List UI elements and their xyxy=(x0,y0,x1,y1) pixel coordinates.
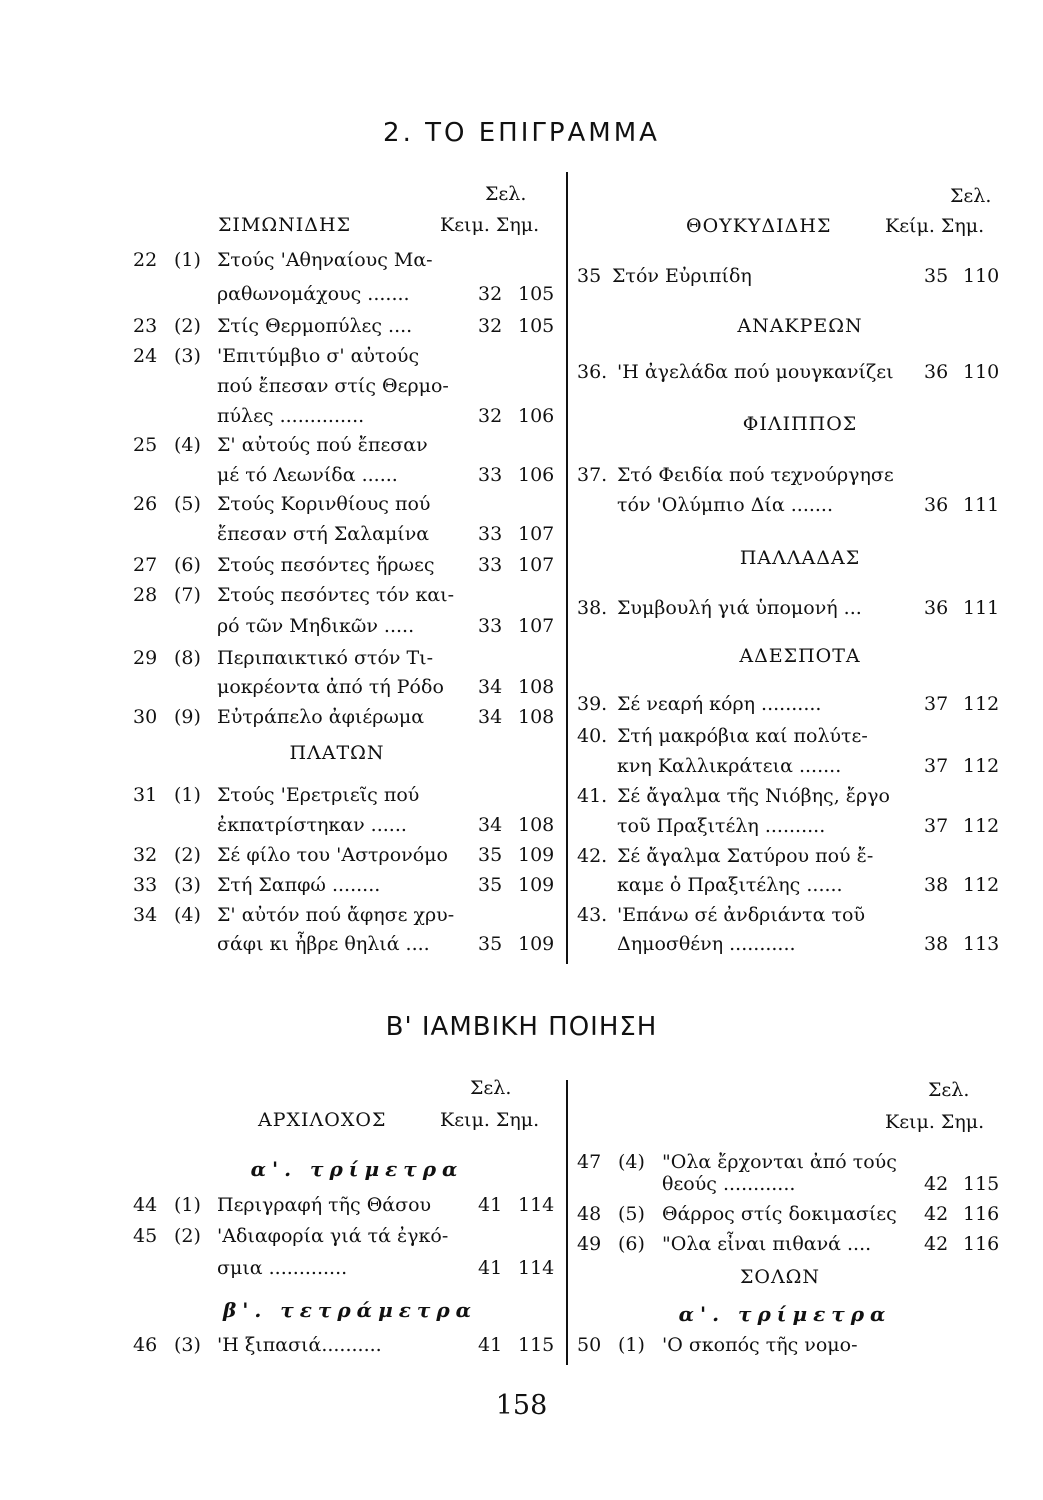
entry-number: 50 xyxy=(577,1334,602,1356)
note-page: 105 xyxy=(518,283,555,305)
text-page: 36 xyxy=(924,597,949,619)
entry-index: (7) xyxy=(174,584,201,606)
note-page: 111 xyxy=(963,597,1000,619)
note-page: 105 xyxy=(518,315,555,337)
entry-title: Εὐτράπελο ἀφιέρωμα xyxy=(217,706,425,728)
entry-title: ἐκπατρίστηκαν ...... xyxy=(217,814,407,836)
entry-title: Στόν Εὐριπίδη xyxy=(612,265,752,287)
note-page: 112 xyxy=(963,874,1000,896)
entry-number: 37. xyxy=(577,464,608,486)
entry-number: 48 xyxy=(577,1203,602,1225)
entry-title: σμια ............. xyxy=(217,1257,348,1279)
entry-number: 31 xyxy=(133,784,158,806)
text-page: 38 xyxy=(924,933,949,955)
columns-label: Κειμ. Σημ. xyxy=(440,214,540,236)
entry-index: (1) xyxy=(174,249,201,271)
note-page: 113 xyxy=(963,933,1000,955)
entry-number: 28 xyxy=(133,584,158,606)
entry-title: Στό Φειδία πού τεχνούργησε xyxy=(617,464,894,486)
note-page: 110 xyxy=(963,361,1000,383)
entry-index: (5) xyxy=(174,493,201,515)
note-page: 112 xyxy=(963,693,1000,715)
text-page: 42 xyxy=(924,1173,949,1195)
entry-number: 40. xyxy=(577,725,608,747)
text-page: 42 xyxy=(924,1233,949,1255)
subheading-tetrameter: β'. τετράμετρα xyxy=(222,1298,478,1322)
entry-title: Στή μακρόβια καί πολύτε- xyxy=(617,725,868,747)
entry-number: 35 xyxy=(577,265,602,287)
text-page: 33 xyxy=(478,464,503,486)
text-page: 33 xyxy=(478,554,503,576)
entry-index: (2) xyxy=(174,315,201,337)
entry-title: Συμβουλή γιά ὑπομονή ... xyxy=(617,597,862,619)
entry-number: 49 xyxy=(577,1233,602,1255)
note-page: 108 xyxy=(518,814,555,836)
entry-title: Σέ φίλο του 'Αστρονόμο xyxy=(217,844,448,866)
author-heading: ΦΙΛΙΠΠΟΣ xyxy=(742,413,858,435)
subheading-trimeter: α'. τρίμετρα xyxy=(678,1302,892,1326)
entry-title: Στίς Θερμοπύλες .... xyxy=(217,315,413,337)
author-heading: ΠΑΛΛΑΔΑΣ xyxy=(739,547,861,569)
note-page: 106 xyxy=(518,405,555,427)
note-page: 111 xyxy=(963,494,1000,516)
entry-index: (9) xyxy=(174,706,201,728)
page-number: 158 xyxy=(495,1390,548,1421)
entry-title: Σέ ἄγαλμα Σατύρου πού ἔ- xyxy=(617,845,874,867)
entry-title: Στούς 'Αθηναίους Μα- xyxy=(217,249,433,271)
sel-label: Σελ. xyxy=(485,183,527,205)
entry-number: 34 xyxy=(133,904,158,926)
note-page: 115 xyxy=(963,1173,1000,1195)
text-page: 42 xyxy=(924,1203,949,1225)
entry-number: 22 xyxy=(133,249,158,271)
entry-index: (1) xyxy=(174,1194,201,1216)
entry-index: (6) xyxy=(174,554,201,576)
author-heading: ΑΡΧΙΛΟΧΟΣ xyxy=(258,1109,387,1131)
entry-title: Σ' αὐτούς πού ἔπεσαν xyxy=(217,434,428,456)
text-page: 36 xyxy=(924,361,949,383)
entry-title: 'Αδιαφορία γιά τά ἐγκό- xyxy=(217,1225,449,1247)
entry-index: (1) xyxy=(174,784,201,806)
entry-index: (3) xyxy=(174,874,201,896)
entry-title: Στή Σαπφώ ........ xyxy=(217,874,381,896)
entry-index: (4) xyxy=(174,434,201,456)
note-page: 107 xyxy=(518,615,555,637)
entry-title: μέ τό Λεωνίδα ...... xyxy=(217,464,398,486)
columns-label: Κείμ. Σημ. xyxy=(885,215,985,237)
entry-title: ἔπεσαν στή Σαλαμίνα xyxy=(217,523,430,545)
column-divider xyxy=(566,1080,568,1365)
entry-title: θεούς ............ xyxy=(662,1173,796,1195)
entry-title: Θάρρος στίς δοκιμασίες xyxy=(662,1203,897,1225)
text-page: 36 xyxy=(924,494,949,516)
entry-index: (3) xyxy=(174,1334,201,1356)
entry-number: 44 xyxy=(133,1194,158,1216)
entry-index: (1) xyxy=(618,1334,645,1356)
entry-title: "Ολα ἔρχονται ἀπό τούς xyxy=(662,1151,897,1173)
text-page: 41 xyxy=(478,1194,503,1216)
text-page: 33 xyxy=(478,615,503,637)
text-page: 38 xyxy=(924,874,949,896)
entry-title: Σέ νεαρή κόρη .......... xyxy=(617,693,822,715)
entry-number: 45 xyxy=(133,1225,158,1247)
entry-number: 24 xyxy=(133,345,158,367)
entry-index: (4) xyxy=(174,904,201,926)
note-page: 108 xyxy=(518,676,555,698)
text-page: 33 xyxy=(478,523,503,545)
entry-title: τοῦ Πραξιτέλη .......... xyxy=(617,815,826,837)
text-page: 37 xyxy=(924,815,949,837)
text-page: 32 xyxy=(478,283,503,305)
entry-title: 'Η ξιπασιά.......... xyxy=(217,1334,382,1356)
entry-title: πού ἔπεσαν στίς Θερμο- xyxy=(217,375,449,397)
entry-title: μοκρέοντα ἀπό τή Ρόδο xyxy=(217,676,444,698)
note-page: 109 xyxy=(518,844,555,866)
entry-title: σάφι κι ἦβρε θηλιά .... xyxy=(217,933,430,955)
note-page: 115 xyxy=(518,1334,555,1356)
text-page: 32 xyxy=(478,405,503,427)
entry-number: 38. xyxy=(577,597,608,619)
note-page: 109 xyxy=(518,933,555,955)
entry-number: 27 xyxy=(133,554,158,576)
entry-title: 'Η ἀγελάδα πού μουγκανίζει xyxy=(617,361,894,383)
entry-index: (2) xyxy=(174,1225,201,1247)
note-page: 112 xyxy=(963,815,1000,837)
entry-title: "Ολα εἶναι πιθανά .... xyxy=(662,1233,872,1255)
text-page: 41 xyxy=(478,1257,503,1279)
section-title-epigram: 2. ΤΟ ΕΠΙΓΡΑΜΜΑ xyxy=(383,118,660,148)
note-page: 110 xyxy=(963,265,1000,287)
text-page: 41 xyxy=(478,1334,503,1356)
text-page: 32 xyxy=(478,315,503,337)
entry-title: Περιγραφή τῆς Θάσου xyxy=(217,1194,432,1216)
columns-label: Κειμ. Σημ. xyxy=(885,1111,985,1133)
entry-number: 46 xyxy=(133,1334,158,1356)
entry-title: καμε ὁ Πραξιτέλης ...... xyxy=(617,874,843,896)
sel-label: Σελ. xyxy=(950,185,992,207)
entry-number: 25 xyxy=(133,434,158,456)
text-page: 34 xyxy=(478,814,503,836)
sel-label: Σελ. xyxy=(928,1079,970,1101)
entry-number: 47 xyxy=(577,1151,602,1173)
author-heading: ΣΙΜΩΝΙΔΗΣ xyxy=(218,214,352,236)
entry-title: πύλες .............. xyxy=(217,405,365,427)
note-page: 116 xyxy=(963,1203,1000,1225)
entry-number: 42. xyxy=(577,845,608,867)
entry-number: 32 xyxy=(133,844,158,866)
author-heading: ΑΝΑΚΡΕΩΝ xyxy=(737,315,863,337)
entry-number: 23 xyxy=(133,315,158,337)
entry-title: Δημοσθένη ........... xyxy=(617,933,796,955)
entry-number: 26 xyxy=(133,493,158,515)
entry-index: (5) xyxy=(618,1203,645,1225)
text-page: 35 xyxy=(478,874,503,896)
entry-index: (4) xyxy=(618,1151,645,1173)
entry-number: 30 xyxy=(133,706,158,728)
entry-title: Σέ ἄγαλμα τῆς Νιόβης, ἔργο xyxy=(617,785,890,807)
note-page: 116 xyxy=(963,1233,1000,1255)
text-page: 37 xyxy=(924,693,949,715)
entry-title: Σ' αὐτόν πού ἄφησε χρυ- xyxy=(217,904,455,926)
entry-title: 'Ο σκοπός τῆς νομο- xyxy=(662,1334,858,1356)
note-page: 112 xyxy=(963,755,1000,777)
section-title-iambic: Β' ΙΑΜΒΙΚΗ ΠΟΙΗΣΗ xyxy=(385,1012,658,1042)
entry-index: (3) xyxy=(174,345,201,367)
author-heading: ΠΛΑΤΩΝ xyxy=(289,742,385,764)
author-heading: ΣΟΛΩΝ xyxy=(739,1266,821,1288)
text-page: 37 xyxy=(924,755,949,777)
note-page: 109 xyxy=(518,874,555,896)
note-page: 108 xyxy=(518,706,555,728)
entry-number: 41. xyxy=(577,785,608,807)
entry-title: Περιπαικτικό στόν Τι- xyxy=(217,647,434,669)
note-page: 107 xyxy=(518,554,555,576)
entry-index: (6) xyxy=(618,1233,645,1255)
entry-number: 33 xyxy=(133,874,158,896)
entry-title: Στούς 'Ερετριεῖς πού xyxy=(217,784,420,806)
author-heading: ΘΟΥΚΥΔΙΔΗΣ xyxy=(686,215,832,237)
note-page: 114 xyxy=(518,1194,555,1216)
entry-number: 43. xyxy=(577,904,608,926)
entry-title: Στούς πεσόντες ἥρωες xyxy=(217,554,435,576)
column-divider xyxy=(566,172,568,964)
entry-title: Στούς πεσόντες τόν και- xyxy=(217,584,455,606)
text-page: 35 xyxy=(478,933,503,955)
subheading-trimeter: α'. τρίμετρα xyxy=(250,1157,464,1181)
text-page: 35 xyxy=(924,265,949,287)
entry-title: ραθωνομάχους ....... xyxy=(217,283,410,305)
text-page: 34 xyxy=(478,676,503,698)
entry-title: 'Επιτύμβιο σ' αὐτούς xyxy=(217,345,420,367)
entry-number: 39. xyxy=(577,693,608,715)
entry-title: Στούς Κορινθίους πού xyxy=(217,493,431,515)
entry-number: 29 xyxy=(133,647,158,669)
text-page: 35 xyxy=(478,844,503,866)
entry-number: 36. xyxy=(577,361,608,383)
entry-title: κνη Καλλικράτεια ....... xyxy=(617,755,842,777)
note-page: 114 xyxy=(518,1257,555,1279)
entry-title: 'Επάνω σέ ἀνδριάντα τοῦ xyxy=(617,904,866,926)
entry-title: τόν 'Ολύμπιο Δία ....... xyxy=(617,494,834,516)
columns-label: Κειμ. Σημ. xyxy=(440,1109,540,1131)
text-page: 34 xyxy=(478,706,503,728)
author-heading: ΑΔΕΣΠΟΤΑ xyxy=(739,645,861,667)
entry-title: ρό τῶν Μηδικῶν ..... xyxy=(217,615,415,637)
sel-label: Σελ. xyxy=(470,1077,512,1099)
note-page: 107 xyxy=(518,523,555,545)
entry-index: (2) xyxy=(174,844,201,866)
note-page: 106 xyxy=(518,464,555,486)
entry-index: (8) xyxy=(174,647,201,669)
